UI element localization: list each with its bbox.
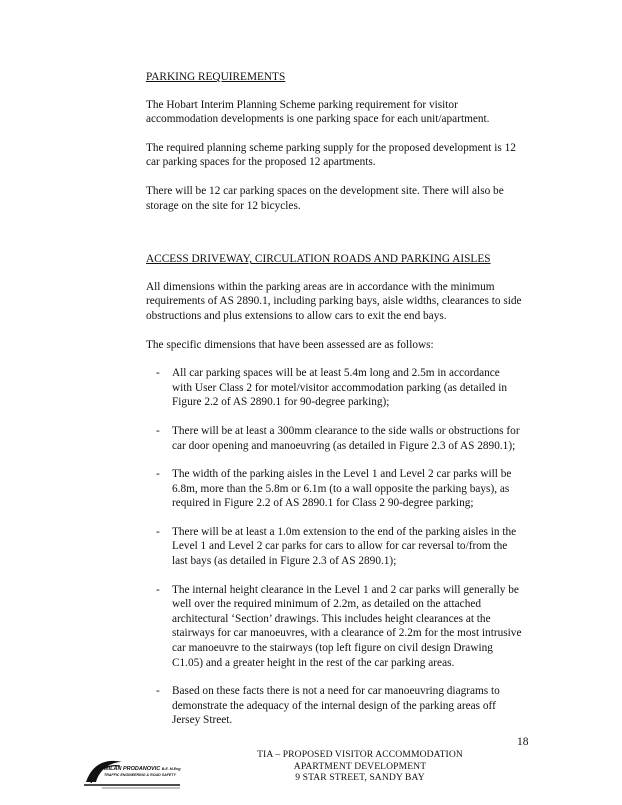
list-item [146,525,522,569]
logo-tagline: TRAFFIC ENGINEERING & ROAD SAFETY [104,773,176,777]
footer-line: APARTMENT DEVELOPMENT [293,760,427,772]
list-item [146,684,522,728]
paragraph: The Hobart Interim Planning Scheme parking requirement for visitor accommodation developments is one parking space for each unit/apartment. [146,98,490,126]
paragraph: The required planning scheme parking supply for the proposed development is 12 car parking spaces for the proposed 12 apartments. [146,141,516,169]
logo-text [104,766,181,778]
list-item-text: There will be at least a 300mm clearance to the side walls or obstructions for car door opening and manoeuvring (as detailed in Figure 2.3 of AS 2890.1); [172,424,520,452]
paragraph: The specific dimensions that have been assessed are as follows: [146,338,434,351]
dimension-list [146,366,522,728]
list-item [146,583,522,671]
list-item-text: The width of the parking aisles in the Level 1 and Level 2 car parks will be 6.8m, more than the 5.8m or 6.1m (to a wall opposite the parking bays), as required in Figure 2.2 of AS 2890.1 for Class 2 90-degree parking; [172,468,512,510]
footer-line: 9 STAR STREET, SANDY BAY [295,772,425,783]
bullet-marker: - [156,468,160,481]
footer-line: TIA – PROPOSED VISITOR ACCOMMODATION [257,749,463,760]
list-item [146,366,522,410]
bullet-marker: - [156,583,160,596]
list-item [146,467,522,511]
bullet-marker: - [156,367,160,380]
list-item [146,424,522,453]
list-item-text: Based on these facts there is not a need for car manoeuvring diagrams to demonstrate the adequacy of the internal design of the parking areas off Jersey Street. [172,685,500,727]
logo-name: MILAN PRODANOVIC [104,766,161,772]
section-heading-parking-requirements: PARKING REQUIREMENTS [146,71,286,83]
list-item-text: There will be at least a 1.0m extension to the end of the parking aisles in the Level 1 and Level 2 car parks for cars to allow for car reversal to/from the last bays (as detailed in Figure 2.3 of AS 2890.1); [172,525,517,568]
logo-credentials: B.E. M.Eng [161,767,181,771]
page-content [146,70,522,742]
bullet-marker: - [156,685,160,698]
list-item-text: The internal height clearance in the Level 1 and 2 car parks will generally be well over the required minimum of 2.2m, as detailed on the attached architectural ‘Section’ drawings. This includes height clearances at the stairways for car manoeuvres, with a clearance of 2.2m for the most intrusive car manoeuvre to the stairways (top left figure on civil design Drawing C1.05) and a greater height in the rest of the car parking areas. [172,583,522,669]
page-number: 18 [517,736,529,748]
page-footer [230,749,490,784]
list-item-text: All car parking spaces will be at least 5.4m long and 2.5m in accordance with User Class 2 for motel/visitor accommodation parking (as detailed in Figure 2.2 of AS 2890.1 for 90-degree parking); [172,367,508,409]
paragraph: There will be 12 car parking spaces on the development site. There will also be storage on the site for 12 bicycles. [146,184,504,212]
bullet-marker: - [156,424,160,437]
section-spacer [146,227,522,252]
section-heading-access-driveway: ACCESS DRIVEWAY, CIRCULATION ROADS AND PARKING AISLES [146,253,491,266]
paragraph: All dimensions within the parking areas are in accordance with the minimum requirements of AS 2890.1, including parking bays, aisle widths, clearances to side obstructions and plus extensions to allow cars to exit the end bays. [146,280,522,322]
company-logo [82,752,182,790]
bullet-marker: - [156,525,160,538]
